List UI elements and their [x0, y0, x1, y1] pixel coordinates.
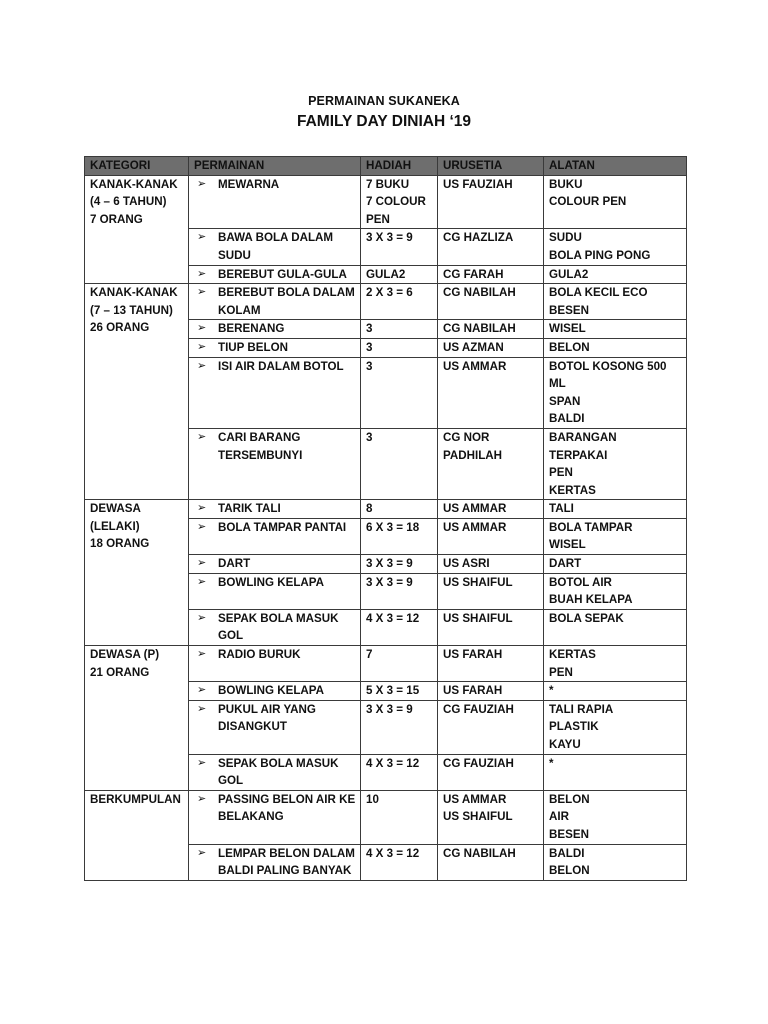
prize-cell: [361, 265, 438, 284]
equipment-line: BESEN: [549, 303, 589, 317]
equipment-cell: [544, 265, 687, 284]
category-line: 21 ORANG: [90, 665, 150, 679]
prize-cell: [361, 338, 438, 357]
equipment-line: BELON: [549, 340, 590, 354]
equipment-line: BARANGAN: [549, 430, 617, 444]
category-cell: [85, 500, 189, 646]
prize-cell: [361, 573, 438, 609]
committee-cell: [438, 357, 544, 428]
game-name: BERENANG: [218, 322, 285, 336]
equipment-line: BELON: [549, 792, 590, 806]
game-name: TIUP BELON: [218, 340, 288, 354]
equipment-cell: [544, 646, 687, 682]
committee-cell: [438, 844, 544, 880]
equipment-cell: [544, 555, 687, 574]
committee-cell: [438, 428, 544, 499]
column-header-hadiah: HADIAH: [361, 157, 438, 176]
committee-cell: [438, 338, 544, 357]
equipment-line: TALI: [549, 502, 574, 516]
game-cell: [189, 682, 361, 701]
game-cell: [189, 357, 361, 428]
prize-cell: [361, 646, 438, 682]
committee-line: US SHAIFUL: [443, 810, 513, 824]
game-cell: [189, 229, 361, 265]
prize-cell: [361, 754, 438, 790]
committee-cell: [438, 175, 544, 229]
category-cell: [85, 284, 189, 500]
committee-cell: [438, 573, 544, 609]
column-header-urusetia: URUSETIA: [438, 157, 544, 176]
prize-cell: [361, 844, 438, 880]
equipment-line: BOTOL KOSONG 500: [549, 359, 667, 373]
prize-cell: [361, 682, 438, 701]
prize-cell: [361, 555, 438, 574]
equipment-cell: [544, 700, 687, 754]
equipment-cell: [544, 284, 687, 320]
equipment-line: AIR: [549, 810, 569, 824]
prize-line: PEN: [366, 212, 390, 226]
equipment-line: BESEN: [549, 827, 589, 841]
arrow-bullet-icon: ➢: [197, 756, 207, 769]
committee-line: US SHAIFUL: [443, 611, 513, 625]
game-name: RADIO BURUK: [218, 648, 301, 662]
game-cell: [189, 338, 361, 357]
game-name: BOLA TAMPAR PANTAI: [218, 520, 347, 534]
category-cell: [85, 175, 189, 284]
committee-cell: [438, 555, 544, 574]
equipment-cell: [544, 573, 687, 609]
category-line: (7 – 13 TAHUN): [90, 303, 173, 317]
equipment-line: PEN: [549, 466, 573, 480]
category-cell: [85, 646, 189, 791]
committee-line: CG NABILAH: [443, 286, 516, 300]
game-cell: [189, 500, 361, 519]
category-line: KANAK-KANAK: [90, 177, 178, 191]
prize-line: 5 X 3 = 15: [366, 684, 420, 698]
equipment-line: TALI RAPIA: [549, 702, 614, 716]
game-name: ISI AIR DALAM BOTOL: [218, 359, 344, 373]
equipment-line: ML: [549, 377, 566, 391]
prize-cell: [361, 518, 438, 554]
arrow-bullet-icon: ➢: [197, 611, 207, 624]
equipment-line: KAYU: [549, 738, 581, 751]
game-cell: [189, 265, 361, 284]
game-cell: [189, 175, 361, 229]
prize-cell: [361, 609, 438, 645]
equipment-line: *: [549, 756, 554, 770]
committee-line: US SHAIFUL: [443, 575, 513, 589]
prize-cell: [361, 428, 438, 499]
arrow-bullet-icon: ➢: [197, 177, 207, 190]
equipment-line: BOLA TAMPAR: [549, 520, 633, 534]
arrow-bullet-icon: ➢: [197, 267, 207, 280]
equipment-line: BUAH KELAPA: [549, 593, 633, 607]
equipment-line: BOLA KECIL ECO: [549, 286, 648, 300]
committee-cell: [438, 609, 544, 645]
prize-line: 7: [366, 648, 373, 662]
arrow-bullet-icon: ➢: [197, 286, 207, 299]
prize-line: 2 X 3 = 6: [366, 286, 413, 300]
game-name: MEWARNA: [218, 177, 280, 191]
equipment-line: BALDI: [549, 412, 585, 426]
category-line: 26 ORANG: [90, 321, 150, 335]
game-cell: [189, 609, 361, 645]
equipment-cell: [544, 754, 687, 790]
game-cell: [189, 646, 361, 682]
prize-line: 3: [366, 322, 373, 336]
category-line: 7 ORANG: [90, 212, 143, 226]
equipment-cell: [544, 609, 687, 645]
equipment-line: PLASTIK: [549, 720, 599, 734]
equipment-cell: [544, 500, 687, 519]
equipment-line: BOLA SEPAK: [549, 611, 624, 625]
game-name: CARI BARANG TERSEMBUNYI: [218, 430, 303, 462]
prize-line: 6 X 3 = 18: [366, 520, 420, 534]
game-cell: [189, 555, 361, 574]
game-name: BEREBUT BOLA DALAM KOLAM: [218, 286, 355, 317]
equipment-cell: [544, 338, 687, 357]
prize-line: 4 X 3 = 12: [366, 846, 420, 860]
committee-cell: [438, 320, 544, 339]
committee-cell: [438, 790, 544, 844]
prize-cell: [361, 175, 438, 229]
prize-line: 7 BUKU: [366, 177, 410, 191]
table-row: [85, 500, 687, 519]
game-cell: [189, 844, 361, 880]
equipment-line: GULA2: [549, 267, 589, 281]
equipment-line: KERTAS: [549, 648, 596, 662]
game-cell: [189, 700, 361, 754]
committee-line: CG NABILAH: [443, 322, 516, 336]
table-row: [85, 175, 687, 229]
column-header-alatan: ALATAN: [544, 157, 687, 176]
committee-line: CG FAUZIAH: [443, 756, 514, 770]
committee-line: US AMMAR: [443, 520, 507, 534]
game-name: BOWLING KELAPA: [218, 684, 325, 698]
category-line: 18 ORANG: [90, 537, 150, 551]
game-name: TARIK TALI: [218, 502, 281, 516]
equipment-line: BOTOL AIR: [549, 575, 612, 589]
equipment-line: BELON: [549, 864, 590, 878]
committee-line: US AMMAR: [443, 502, 507, 516]
equipment-cell: [544, 790, 687, 844]
arrow-bullet-icon: ➢: [197, 846, 207, 859]
table-row: [85, 646, 687, 682]
game-name: BOWLING KELAPA: [218, 575, 325, 589]
equipment-cell: [544, 428, 687, 499]
prize-cell: [361, 229, 438, 265]
column-header-permainan: PERMAINAN: [189, 157, 361, 176]
committee-line: US FARAH: [443, 684, 503, 698]
committee-line: US FARAH: [443, 648, 503, 662]
category-line: KANAK-KANAK: [90, 286, 178, 300]
committee-cell: [438, 754, 544, 790]
prize-line: GULA2: [366, 267, 406, 281]
game-cell: [189, 573, 361, 609]
committee-line: US AZMAN: [443, 340, 504, 354]
equipment-cell: [544, 229, 687, 265]
committee-line: CG NOR: [443, 430, 490, 444]
committee-cell: [438, 682, 544, 701]
equipment-line: *: [549, 684, 554, 698]
game-name: BEREBUT GULA-GULA: [218, 267, 347, 281]
arrow-bullet-icon: ➢: [197, 557, 207, 570]
prize-line: 3 X 3 = 9: [366, 557, 413, 571]
game-name: PASSING BELON AIR KE BELAKANG: [218, 792, 356, 824]
prize-line: 8: [366, 502, 373, 516]
prize-line: 3 X 3 = 9: [366, 702, 413, 716]
game-name: LEMPAR BELON DALAM BALDI PALING BANYAK: [218, 846, 355, 878]
table-row: [85, 790, 687, 844]
table-row: [85, 284, 687, 320]
game-name: DART: [218, 557, 251, 571]
category-line: (4 – 6 TAHUN): [90, 195, 167, 209]
committee-cell: [438, 229, 544, 265]
committee-cell: [438, 646, 544, 682]
arrow-bullet-icon: ➢: [197, 231, 207, 244]
arrow-bullet-icon: ➢: [197, 684, 207, 697]
prize-line: 10: [366, 792, 379, 806]
prize-line: 4 X 3 = 12: [366, 611, 420, 625]
game-cell: [189, 754, 361, 790]
prize-cell: [361, 357, 438, 428]
arrow-bullet-icon: ➢: [197, 502, 207, 515]
game-name: SEPAK BOLA MASUK GOL: [218, 756, 339, 788]
committee-line: US AMMAR: [443, 359, 507, 373]
prize-cell: [361, 700, 438, 754]
equipment-cell: [544, 320, 687, 339]
arrow-bullet-icon: ➢: [197, 792, 207, 805]
prize-line: 7 COLOUR: [366, 195, 426, 209]
committee-line: CG HAZLIZA: [443, 231, 514, 245]
arrow-bullet-icon: ➢: [197, 430, 207, 443]
category-line: (LELAKI): [90, 519, 140, 533]
arrow-bullet-icon: ➢: [197, 322, 207, 335]
equipment-cell: [544, 682, 687, 701]
committee-line: PADHILAH: [443, 448, 503, 462]
committee-cell: [438, 518, 544, 554]
equipment-line: SUDU: [549, 231, 582, 245]
equipment-line: WISEL: [549, 322, 586, 336]
arrow-bullet-icon: ➢: [197, 340, 207, 353]
game-cell: [189, 428, 361, 499]
events-table: [84, 156, 687, 881]
equipment-line: PEN: [549, 665, 573, 679]
committee-cell: [438, 700, 544, 754]
committee-line: US ASRI: [443, 557, 490, 571]
arrow-bullet-icon: ➢: [197, 575, 207, 588]
category-line: BERKUMPULAN: [90, 792, 181, 806]
equipment-line: BALDI: [549, 846, 585, 860]
arrow-bullet-icon: ➢: [197, 648, 207, 661]
arrow-bullet-icon: ➢: [197, 702, 207, 715]
equipment-line: BUKU: [549, 177, 583, 191]
game-name: SEPAK BOLA MASUK GOL: [218, 611, 339, 643]
events-table-body: [85, 175, 687, 880]
equipment-line: COLOUR PEN: [549, 195, 627, 209]
prize-cell: [361, 284, 438, 320]
equipment-cell: [544, 844, 687, 880]
equipment-cell: [544, 357, 687, 428]
arrow-bullet-icon: ➢: [197, 359, 207, 372]
arrow-bullet-icon: ➢: [197, 520, 207, 533]
committee-line: CG NABILAH: [443, 846, 516, 860]
game-cell: [189, 284, 361, 320]
prize-line: 3: [366, 340, 373, 354]
prize-cell: [361, 500, 438, 519]
equipment-line: WISEL: [549, 538, 586, 552]
committee-cell: [438, 500, 544, 519]
equipment-line: KERTAS: [549, 483, 596, 497]
game-cell: [189, 518, 361, 554]
game-name: BAWA BOLA DALAM SUDU: [218, 231, 334, 262]
equipment-cell: [544, 175, 687, 229]
category-line: DEWASA: [90, 502, 141, 516]
equipment-line: TERPAKAI: [549, 448, 608, 462]
category-line: DEWASA (P): [90, 648, 160, 662]
equipment-line: SPAN: [549, 394, 581, 408]
prize-line: 3 X 3 = 9: [366, 575, 413, 589]
prize-cell: [361, 790, 438, 844]
equipment-line: BOLA PING PONG: [549, 248, 651, 262]
equipment-cell: [544, 518, 687, 554]
document-title: FAMILY DAY DINIAH ‘19: [296, 113, 471, 130]
committee-line: US FAUZIAH: [443, 177, 513, 191]
game-cell: [189, 790, 361, 844]
committee-line: CG FAUZIAH: [443, 702, 514, 716]
committee-line: US AMMAR: [443, 792, 507, 806]
game-name: PUKUL AIR YANG DISANGKUT: [218, 702, 316, 734]
prize-line: 4 X 3 = 12: [366, 756, 420, 770]
column-header-kategori: KATEGORI: [85, 157, 189, 176]
committee-cell: [438, 265, 544, 284]
prize-line: 3: [366, 359, 373, 373]
equipment-line: DART: [549, 557, 582, 571]
committee-cell: [438, 284, 544, 320]
game-cell: [189, 320, 361, 339]
prize-cell: [361, 320, 438, 339]
category-cell: [85, 790, 189, 880]
committee-line: CG FARAH: [443, 267, 504, 281]
table-header-row: [85, 157, 687, 176]
prize-line: 3: [366, 430, 373, 444]
prize-line: 3 X 3 = 9: [366, 231, 413, 245]
document-subtitle: PERMAINAN SUKANEKA: [308, 94, 460, 108]
